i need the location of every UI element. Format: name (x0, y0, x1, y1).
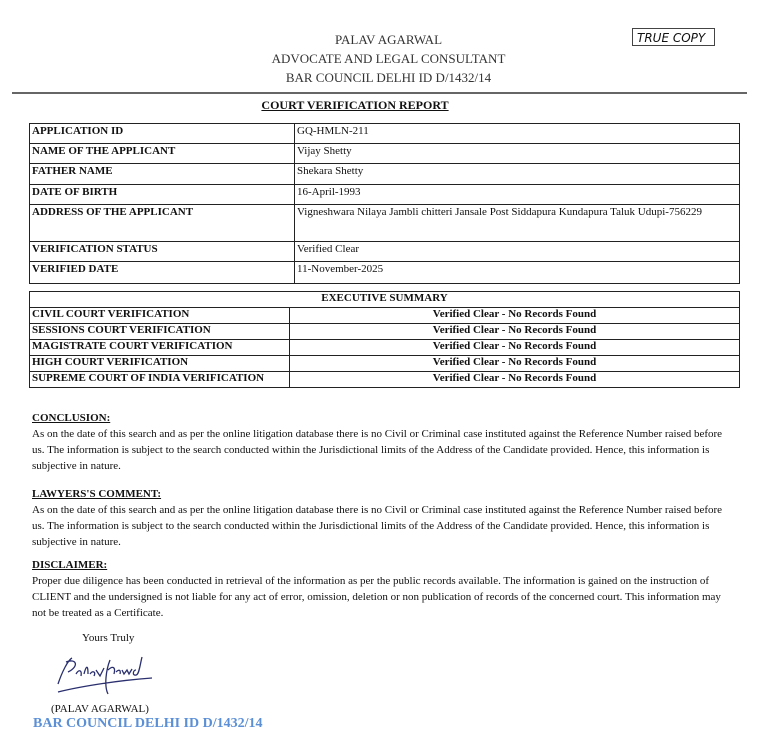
row-label: DATE OF BIRTH (30, 185, 295, 205)
row-value: Vijay Shetty (295, 144, 740, 164)
table-row (30, 324, 740, 340)
row-label: SESSIONS COURT VERIFICATION (30, 324, 290, 340)
row-label: HIGH COURT VERIFICATION (30, 356, 290, 372)
table-row (30, 205, 740, 242)
row-label: ADDRESS OF THE APPLICANT (30, 205, 295, 242)
row-value: 11-November-2025 (295, 262, 740, 284)
disclaimer-section (32, 557, 732, 621)
lawyers-comment-section (32, 486, 732, 550)
table-row (30, 356, 740, 372)
comment-heading: LAWYERS'S COMMENT: (32, 488, 162, 500)
footer-bar-council-id: BAR COUNCIL DELHI ID D/1432/14 (33, 716, 263, 731)
row-value: Shekara Shetty (295, 164, 740, 185)
row-value: Verified Clear - No Records Found (290, 340, 740, 356)
advocate-name: PALAV AGARWAL (334, 32, 443, 47)
table-row (30, 242, 740, 262)
summary-header (30, 292, 740, 308)
report-title: COURT VERIFICATION REPORT (261, 98, 449, 112)
row-value: 16-April-1993 (295, 185, 740, 205)
row-label: VERIFICATION STATUS (30, 242, 295, 262)
row-label: NAME OF THE APPLICANT (30, 144, 295, 164)
row-value: Verified Clear - No Records Found (290, 372, 740, 388)
header-divider (12, 92, 747, 94)
executive-summary-table (29, 291, 740, 388)
applicant-info-table (29, 123, 740, 284)
closing: Yours Truly (82, 632, 135, 644)
row-label: VERIFIED DATE (30, 262, 295, 284)
conclusion-section (32, 410, 732, 474)
row-label: MAGISTRATE COURT VERIFICATION (30, 340, 290, 356)
summary-heading: EXECUTIVE SUMMARY (30, 292, 740, 308)
row-value: Vigneshwara Nilaya Jambli chitteri Jansale Post Siddapura Kundapura Taluk Udupi-756229 (295, 205, 740, 242)
conclusion-heading: CONCLUSION: (32, 412, 111, 424)
row-value: Verified Clear - No Records Found (290, 308, 740, 324)
row-value: Verified Clear (295, 242, 740, 262)
table-row (30, 164, 740, 185)
signature-image (52, 652, 162, 698)
table-row (30, 144, 740, 164)
comment-text: As on the date of this search and as per the online litigation database there is no Civil or Criminal case instituted against the Reference Number raised before us. The information is subject to the search conducted within the Jurisdictional limits of the Address of the Candidate provided. Hence, this information is subjective in nature. (32, 504, 723, 548)
conclusion-text: As on the date of this search and as per the online litigation database there is no Civil or Criminal case instituted against the Reference Number raised before us. The information is subject to the search conducted within the Jurisdictional limits of the Address of the Candidate provided. Hence, this information is subjective in nature. (32, 428, 723, 472)
advocate-title: ADVOCATE AND LEGAL CONSULTANT (271, 51, 506, 66)
row-value: Verified Clear - No Records Found (290, 356, 740, 372)
disclaimer-heading: DISCLAIMER: (32, 559, 108, 571)
table-row (30, 308, 740, 324)
row-label: SUPREME COURT OF INDIA VERIFICATION (30, 372, 290, 388)
row-label: APPLICATION ID (30, 124, 295, 144)
row-label: FATHER NAME (30, 164, 295, 185)
signatory-name: (PALAV AGARWAL) (51, 703, 149, 715)
disclaimer-text: Proper due diligence has been conducted in retrieval of the information as per the public records available. The information is gained on the instruction of CLIENT and the undersigned is not liable for any act of error, omission, deletion or non publication of records of the concerned court. This information may not be treated as a Certificate. (32, 575, 721, 619)
table-row (30, 185, 740, 205)
row-value: GQ-HMLN-211 (295, 124, 740, 144)
table-row (30, 340, 740, 356)
row-value: Verified Clear - No Records Found (290, 324, 740, 340)
table-row (30, 262, 740, 284)
bar-council-id: BAR COUNCIL DELHI ID D/1432/14 (285, 70, 492, 85)
table-row (30, 124, 740, 144)
table-row (30, 372, 740, 388)
row-label: CIVIL COURT VERIFICATION (30, 308, 290, 324)
true-copy-stamp: TRUE COPY (632, 28, 715, 46)
